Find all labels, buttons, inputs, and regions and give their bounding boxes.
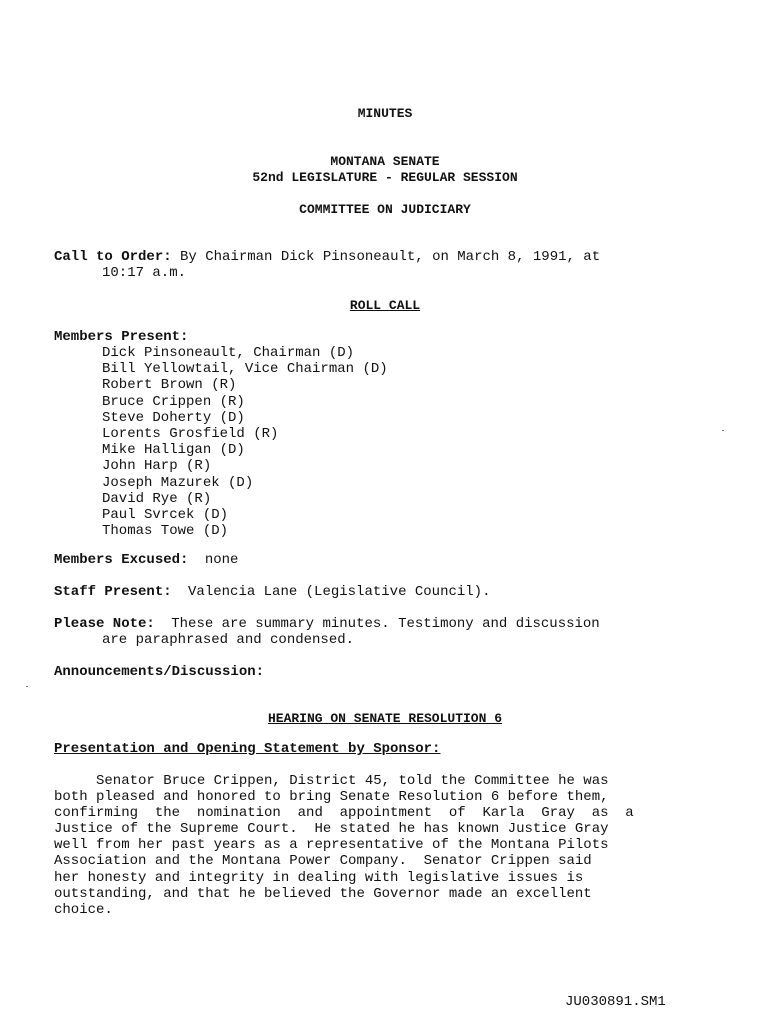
body-name: MONTANA SENATE xyxy=(330,154,440,169)
member-item: Bruce Crippen (R) xyxy=(102,393,245,410)
paragraph-line: choice. xyxy=(54,901,113,918)
member-item: David Rye (R) xyxy=(102,490,212,507)
call-to-order-continuation: 10:17 a.m. xyxy=(102,265,187,281)
members-present-label: Members Present: xyxy=(54,329,189,345)
member-item: Robert Brown (R) xyxy=(102,377,237,394)
please-note xyxy=(54,616,600,632)
sponsor-statement-paragraph xyxy=(54,773,634,918)
paragraph-line: her honesty and integrity in dealing with legislative issues is xyxy=(54,869,584,886)
member-item: Dick Pinsoneault, Chairman (D) xyxy=(102,345,355,361)
member-item: Bill Yellowtail, Vice Chairman (D) xyxy=(102,361,388,378)
member-item: Lorents Grosfield (R) xyxy=(102,426,279,443)
paragraph-line: Justice of the Supreme Court. He stated he has known Justice Gray xyxy=(54,821,609,838)
staff-present-value: Valencia Lane (Legislative Council). xyxy=(188,584,491,600)
member-item: Thomas Towe (D) xyxy=(102,523,229,540)
please-note-text: These are summary minutes. Testimony and discussion xyxy=(171,616,600,632)
hearing-heading: HEARING ON SENATE RESOLUTION 6 xyxy=(267,711,503,726)
session-title: 52nd LEGISLATURE - REGULAR SESSION xyxy=(252,170,518,185)
member-item: Paul Svrcek (D) xyxy=(102,507,229,524)
staff-present xyxy=(54,584,490,600)
paragraph-line: Association and the Montana Power Company. Senator Crippen said xyxy=(54,853,592,870)
scan-speck xyxy=(722,430,724,431)
member-item: John Harp (R) xyxy=(102,458,212,475)
paragraph-line: outstanding, and that he believed the Governor made an excellent xyxy=(54,885,592,902)
members-excused-value: none xyxy=(204,552,239,568)
paragraph-line: confirming the nomination and appointment of Karla Gray as a xyxy=(54,805,634,822)
paragraph-line: Senator Bruce Crippen, District 45, told the Committee he was xyxy=(54,773,609,789)
committee-title: COMMITTEE ON JUDICIARY xyxy=(299,202,471,217)
members-present-list xyxy=(102,345,388,539)
paragraph-line: well from her past years as a representative of the Montana Pilots xyxy=(54,837,609,854)
member-item: Joseph Mazurek (D) xyxy=(102,474,254,491)
paragraph-line: both pleased and honored to bring Senate Resolution 6 before them, xyxy=(54,789,609,806)
sponsor-statement-heading: Presentation and Opening Statement by Sponsor: xyxy=(54,741,441,757)
member-item: Steve Doherty (D) xyxy=(102,409,245,426)
call-to-order-text: By Chairman Dick Pinsoneault, on March 8, 1991, at xyxy=(180,249,601,265)
staff-present-label: Staff Present: xyxy=(54,584,172,600)
members-excused xyxy=(54,552,238,568)
member-item: Mike Halligan (D) xyxy=(102,442,245,459)
footer-code: JU030891.SM1 xyxy=(565,994,666,1010)
scan-speck xyxy=(26,686,28,687)
please-note-label: Please Note: xyxy=(54,616,155,632)
roll-call-heading: ROLL CALL xyxy=(349,298,421,313)
members-excused-label: Members Excused: xyxy=(54,552,189,568)
call-to-order xyxy=(54,249,600,265)
call-to-order-label: Call to Order: xyxy=(54,249,172,265)
please-note-continuation: are paraphrased and condensed. xyxy=(102,632,355,648)
document-title: MINUTES xyxy=(357,106,413,121)
announcements-label: Announcements/Discussion: xyxy=(54,664,265,680)
